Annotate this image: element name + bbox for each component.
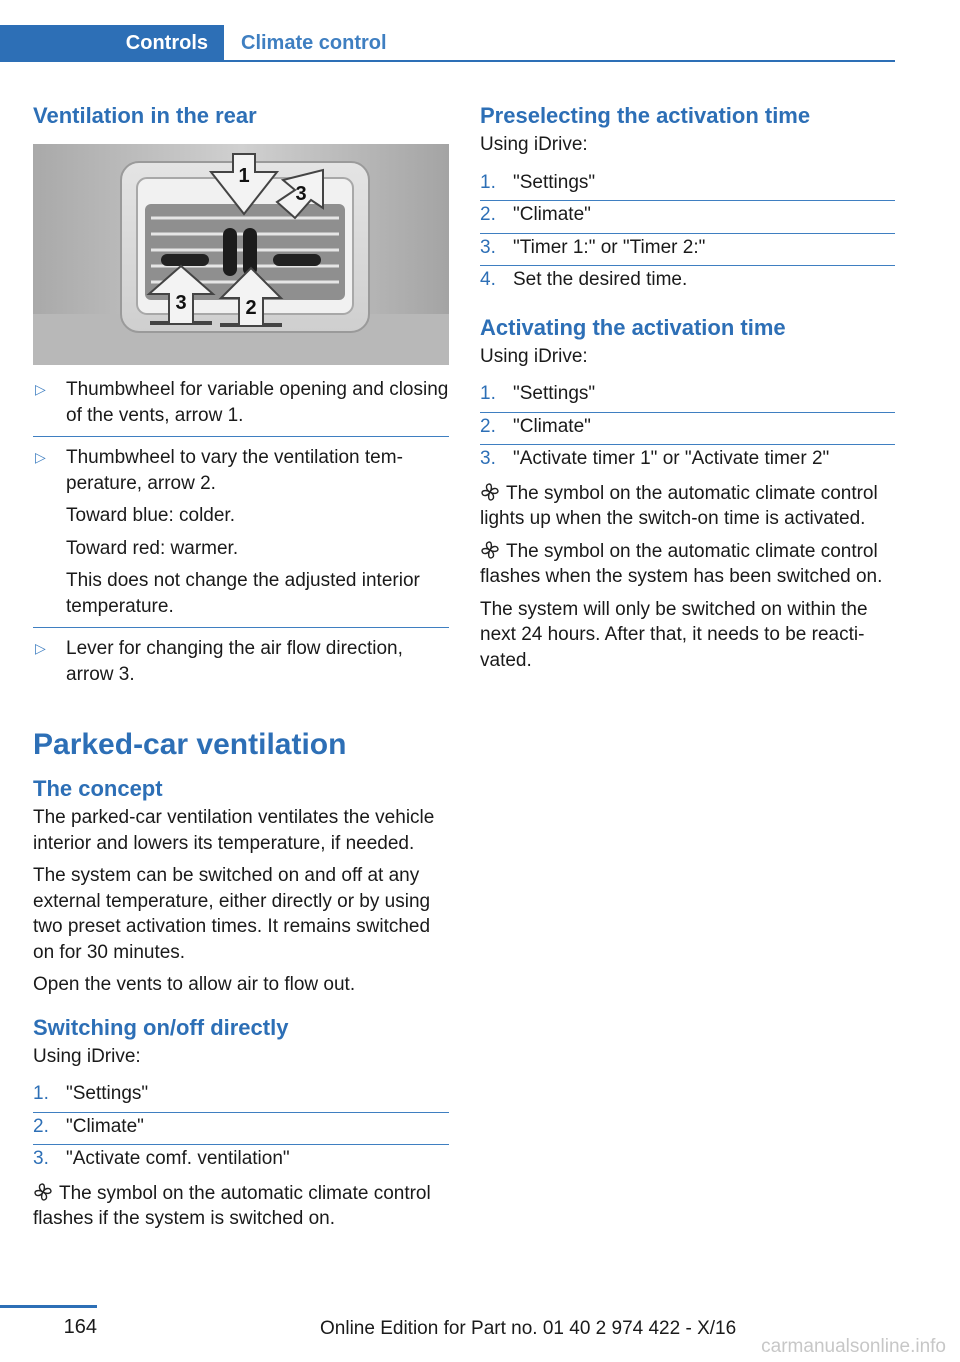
bullet-subtext: Toward red: warmer. xyxy=(66,537,239,559)
left-column xyxy=(33,100,449,1232)
step-text: Set the desired time. xyxy=(513,269,688,290)
heading-switching-directly: Switching on/off directly xyxy=(33,1014,289,1040)
step-number: 2. xyxy=(480,204,496,225)
fan-note xyxy=(480,481,895,532)
triangle-bullet-icon: ▷ xyxy=(35,640,46,656)
bullet-item xyxy=(33,445,449,628)
step-number: 3. xyxy=(33,1148,49,1169)
subsection-title: Climate control xyxy=(241,32,387,54)
using-idrive-label: Using iDrive: xyxy=(480,134,588,155)
triangle-bullet-icon: ▷ xyxy=(35,449,46,465)
activate-steps xyxy=(480,381,895,477)
heading-activating: Activating the activation time xyxy=(480,314,786,340)
step-number: 1. xyxy=(480,171,496,193)
switch-steps xyxy=(33,1081,449,1177)
step-text: "Climate" xyxy=(513,415,591,437)
fan-icon xyxy=(480,482,500,502)
concept-paragraph: The system can be switched on and off at any external temperature, either directly or by using two preset activation times. It remains switched on for 30 minutes. xyxy=(33,865,431,963)
fan-note-text: The symbol on the automatic climate control lights up when the switch-on time is activated. xyxy=(480,482,878,529)
step-text: "Climate" xyxy=(66,1115,144,1137)
rear-vent-figure xyxy=(33,144,449,365)
step-text: "Timer 1:" or "Timer 2:" xyxy=(513,236,706,258)
arrow-label-1: 1 xyxy=(238,165,250,187)
fan-note-text: The symbol on the automatic climate control flashes when the system has been switched on. xyxy=(480,540,883,587)
fan-icon xyxy=(33,1182,53,1202)
bullet-text: Lever for changing the air flow direction, arrow 3. xyxy=(66,638,403,685)
step-text: "Activate timer 1" or "Activate timer 2" xyxy=(513,448,830,469)
step-item xyxy=(33,1114,449,1146)
bullet-text: Thumbwheel to vary the ventilation temperature, arrow 2. xyxy=(66,447,403,494)
preselect-steps xyxy=(480,170,895,298)
using-idrive-label: Using iDrive: xyxy=(33,1045,141,1067)
activation-note: The system will only be switched on within the next 24 hours. After that, it needs to be reactivated. xyxy=(480,598,868,671)
bullet-text: Thumbwheel for variable opening and closing of the vents, arrow 1. xyxy=(66,379,449,426)
heading-preselecting: Preselecting the activation time xyxy=(480,103,811,128)
bullet-item xyxy=(33,636,449,687)
step-item xyxy=(480,170,895,202)
bullet-subtext: This does not change the adjusted interior temperature. xyxy=(66,570,420,617)
using-idrive-label: Using iDrive: xyxy=(480,345,588,367)
step-number: 4. xyxy=(480,269,496,290)
right-column xyxy=(480,100,895,673)
step-text: "Activate comf. ventilation" xyxy=(66,1148,290,1169)
heading-ventilation-rear: Ventilation in the rear xyxy=(33,103,257,128)
triangle-bullet-icon: ▷ xyxy=(35,381,46,397)
step-item xyxy=(480,446,895,477)
step-text: "Climate" xyxy=(513,204,591,225)
bullet-subtext: Toward blue: colder. xyxy=(66,505,235,526)
step-item xyxy=(480,202,895,234)
page-number: 164 xyxy=(63,1316,97,1338)
fan-note-text: The symbol on the automatic climate control flashes if the system is switched on. xyxy=(33,1182,431,1229)
footer-rule xyxy=(0,1305,97,1308)
fan-note xyxy=(33,1181,449,1232)
watermark: carmanualsonline.info xyxy=(761,1336,946,1357)
arrow-label-3-lower: 3 xyxy=(175,292,187,314)
heading-parked-car-ventilation: Parked-car ventilation xyxy=(33,728,347,761)
step-text: "Settings" xyxy=(66,1083,149,1104)
step-number: 2. xyxy=(33,1115,49,1137)
header-rule xyxy=(0,60,895,62)
heading-concept: The concept xyxy=(33,776,163,801)
step-item xyxy=(33,1146,449,1177)
step-number: 3. xyxy=(480,236,496,258)
section-tab: Controls xyxy=(0,25,224,62)
rear-vent-illustration xyxy=(33,144,449,365)
step-item xyxy=(480,414,895,446)
fan-icon xyxy=(480,540,500,560)
bullet-item xyxy=(33,377,449,437)
step-item xyxy=(33,1081,449,1113)
arrow-label-2: 2 xyxy=(245,297,257,319)
vent-bullet-list xyxy=(33,377,449,687)
step-text: "Settings" xyxy=(513,383,596,404)
step-number: 3. xyxy=(480,448,496,469)
concept-paragraph: The parked-car ventilation ventilates the vehicle interior and lowers its temperature, if needed. xyxy=(33,807,435,854)
fan-note xyxy=(480,539,895,590)
arrow-label-3-upper: 3 xyxy=(295,183,307,205)
step-number: 2. xyxy=(480,415,496,437)
step-item xyxy=(480,267,895,298)
step-item xyxy=(480,235,895,267)
step-number: 1. xyxy=(480,383,496,404)
step-item xyxy=(480,381,895,413)
step-text: "Settings" xyxy=(513,171,596,193)
step-number: 1. xyxy=(33,1083,49,1104)
edition-line: Online Edition for Part no. 01 40 2 974 422 - X/16 xyxy=(320,1318,737,1339)
concept-paragraph: Open the vents to allow air to flow out. xyxy=(33,974,356,995)
